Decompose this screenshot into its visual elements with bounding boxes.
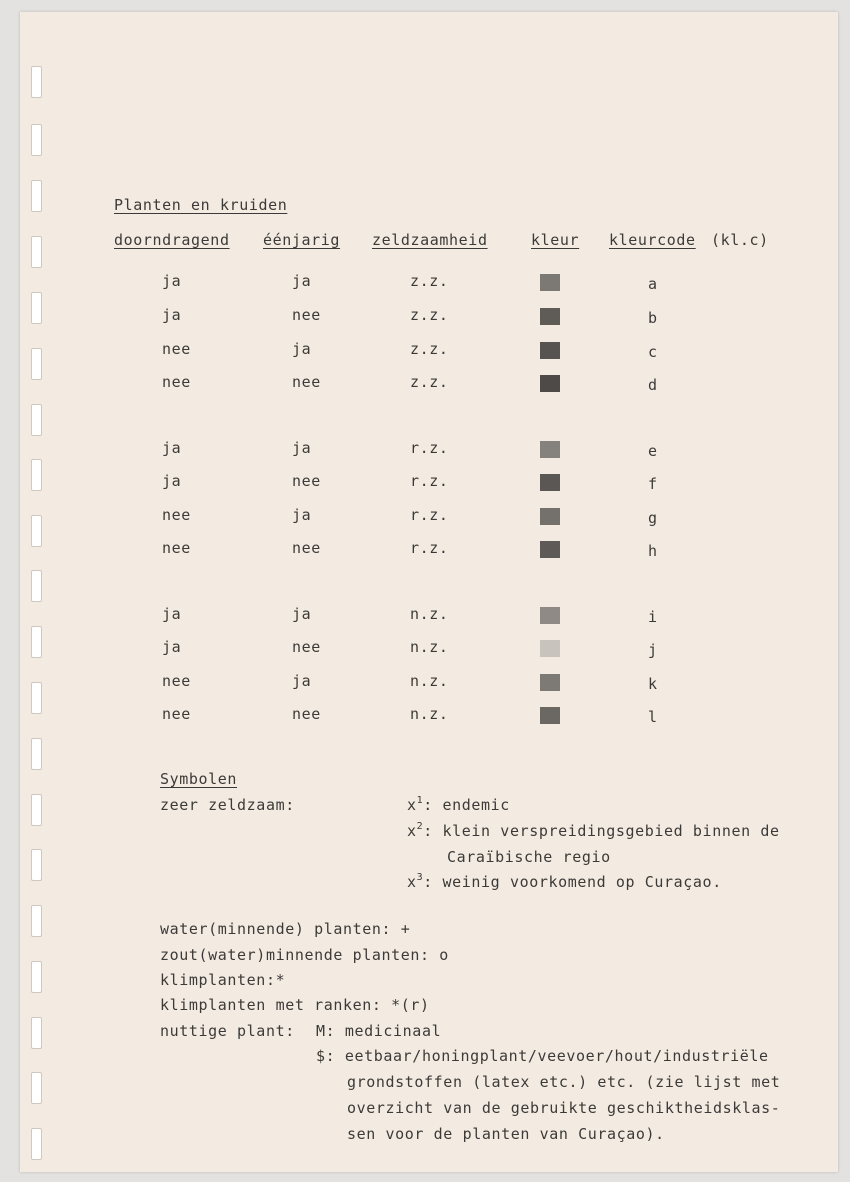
nuttige-plant-label: nuttige plant: xyxy=(160,1022,295,1040)
symbol-x1: $x^1$: endemic xyxy=(407,795,510,814)
cell-eenjarig: ja xyxy=(292,272,312,290)
color-swatch xyxy=(540,640,560,657)
klimplanten-ranken-line: klimplanten met ranken: *(r) xyxy=(160,996,430,1014)
color-swatch xyxy=(540,308,560,325)
cell-kleurcode: e xyxy=(648,442,658,460)
cell-doorndragend: nee xyxy=(162,672,191,690)
cell-eenjarig: ja xyxy=(292,672,312,690)
color-swatch xyxy=(540,342,560,359)
cell-doorndragend: ja xyxy=(162,605,182,623)
cell-doorndragend: ja xyxy=(162,272,182,290)
cell-doorndragend: ja xyxy=(162,439,182,457)
zeer-zeldzaam-label: zeer zeldzaam: xyxy=(160,796,295,814)
cell-doorndragend: ja xyxy=(162,472,182,490)
cell-kleurcode: g xyxy=(648,509,658,527)
binder-hole xyxy=(31,1072,42,1104)
cell-zeldzaamheid: r.z. xyxy=(410,439,449,457)
binder-hole xyxy=(31,905,42,937)
binder-hole xyxy=(31,66,42,98)
header-zeldzaamheid: zeldzaamheid xyxy=(372,231,488,249)
cell-zeldzaamheid: n.z. xyxy=(410,605,449,623)
binder-hole xyxy=(31,682,42,714)
cell-eenjarig: ja xyxy=(292,340,312,358)
color-swatch xyxy=(540,674,560,691)
cell-zeldzaamheid: r.z. xyxy=(410,506,449,524)
color-swatch xyxy=(540,274,560,291)
cell-zeldzaamheid: z.z. xyxy=(410,306,449,324)
binder-hole xyxy=(31,849,42,881)
nuttig-dollar-line-3: overzicht van de gebruikte geschiktheidsklas- xyxy=(347,1099,781,1117)
cell-doorndragend: nee xyxy=(162,705,191,723)
cell-kleurcode: i xyxy=(648,608,658,626)
binder-hole xyxy=(31,1128,42,1160)
cell-doorndragend: nee xyxy=(162,340,191,358)
cell-zeldzaamheid: r.z. xyxy=(410,472,449,490)
cell-eenjarig: nee xyxy=(292,373,321,391)
cell-eenjarig: nee xyxy=(292,638,321,656)
color-swatch xyxy=(540,375,560,392)
cell-eenjarig: ja xyxy=(292,506,312,524)
cell-kleurcode: l xyxy=(648,708,658,726)
binder-hole xyxy=(31,1017,42,1049)
cell-zeldzaamheid: n.z. xyxy=(410,638,449,656)
zout-planten-line: zout(water)minnende planten: o xyxy=(160,946,449,964)
nuttig-dollar-line-1: $: eetbaar/honingplant/veevoer/hout/industriële xyxy=(316,1047,769,1065)
binder-hole xyxy=(31,738,42,770)
cell-eenjarig: nee xyxy=(292,705,321,723)
cell-zeldzaamheid: n.z. xyxy=(410,672,449,690)
binder-hole xyxy=(31,515,42,547)
header-kleurcode: kleurcode xyxy=(609,231,696,249)
binder-hole xyxy=(31,180,42,212)
binder-hole xyxy=(31,961,42,993)
cell-doorndragend: nee xyxy=(162,539,191,557)
cell-eenjarig: nee xyxy=(292,472,321,490)
cell-doorndragend: nee xyxy=(162,373,191,391)
cell-doorndragend: nee xyxy=(162,506,191,524)
cell-kleurcode: f xyxy=(648,475,658,493)
symbol-x3: $x^3$: weinig voorkomend op Curaçao. xyxy=(407,872,722,891)
binder-hole xyxy=(31,236,42,268)
binder-hole xyxy=(31,348,42,380)
header-kleurcode-abbr: (kl.c) xyxy=(711,231,769,249)
cell-doorndragend: ja xyxy=(162,306,182,324)
cell-zeldzaamheid: r.z. xyxy=(410,539,449,557)
klimplanten-line: klimplanten:* xyxy=(160,971,286,989)
color-swatch xyxy=(540,541,560,558)
cell-kleurcode: h xyxy=(648,542,658,560)
binder-hole xyxy=(31,570,42,602)
symbol-x2: $x^2$: klein verspreidingsgebied binnen de xyxy=(407,821,780,840)
cell-zeldzaamheid: n.z. xyxy=(410,705,449,723)
cell-kleurcode: b xyxy=(648,309,658,327)
cell-zeldzaamheid: z.z. xyxy=(410,373,449,391)
cell-eenjarig: ja xyxy=(292,439,312,457)
color-swatch xyxy=(540,441,560,458)
water-planten-line: water(minnende) planten: + xyxy=(160,920,411,938)
binder-hole xyxy=(31,794,42,826)
cell-eenjarig: ja xyxy=(292,605,312,623)
color-swatch xyxy=(540,707,560,724)
binder-hole xyxy=(31,124,42,156)
color-swatch xyxy=(540,474,560,491)
binder-hole xyxy=(31,404,42,436)
binder-hole xyxy=(31,626,42,658)
color-swatch xyxy=(540,508,560,525)
binder-hole xyxy=(31,292,42,324)
cell-kleurcode: d xyxy=(648,376,658,394)
header-kleur: kleur xyxy=(531,231,580,249)
page-title: Planten en kruiden xyxy=(114,196,288,214)
cell-eenjarig: nee xyxy=(292,539,321,557)
cell-eenjarig: nee xyxy=(292,306,321,324)
nuttig-dollar-line-2: grondstoffen (latex etc.) etc. (zie lijst met xyxy=(347,1073,781,1091)
cell-kleurcode: c xyxy=(648,343,658,361)
cell-kleurcode: a xyxy=(648,275,658,293)
color-swatch xyxy=(540,607,560,624)
medicinaal-line: M: medicinaal xyxy=(316,1022,442,1040)
symbols-heading: Symbolen xyxy=(160,770,238,788)
binder-hole xyxy=(31,459,42,491)
binder-holes xyxy=(28,0,48,1182)
cell-kleurcode: k xyxy=(648,675,658,693)
header-eenjarig: éénjarig xyxy=(263,231,341,249)
cell-doorndragend: ja xyxy=(162,638,182,656)
nuttig-dollar-line-4: sen voor de planten van Curaçao). xyxy=(347,1125,665,1143)
header-doorndragend: doorndragend xyxy=(114,231,230,249)
cell-zeldzaamheid: z.z. xyxy=(410,340,449,358)
cell-zeldzaamheid: z.z. xyxy=(410,272,449,290)
symbol-x2-continued: Caraïbische regio xyxy=(447,848,611,866)
cell-kleurcode: j xyxy=(648,641,658,659)
